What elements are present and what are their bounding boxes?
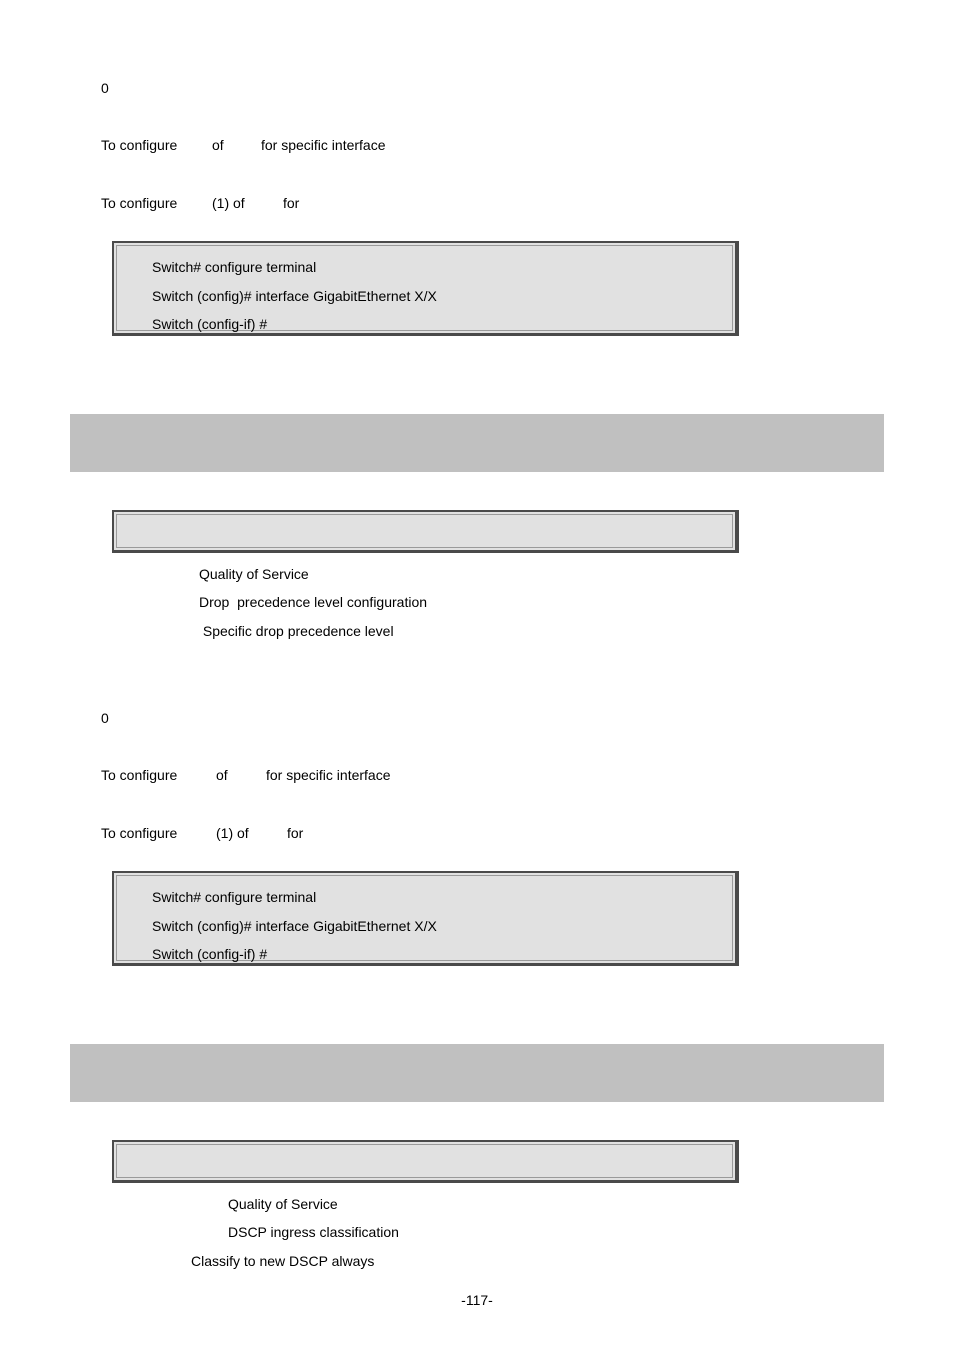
example-text-part: for xyxy=(283,195,300,211)
example-text-part: To configure xyxy=(101,825,178,841)
param-description: Quality of Service xyxy=(228,1196,338,1212)
param-description: Quality of Service xyxy=(199,566,309,582)
usage-text-part: of xyxy=(212,137,224,153)
example-text-part: To configure xyxy=(101,195,178,211)
usage-text-part: for specific interface xyxy=(261,137,386,153)
param-description: Classify to new DSCP always xyxy=(191,1253,375,1269)
command-syntax-box xyxy=(112,1140,739,1183)
default-value: 0 xyxy=(101,80,109,96)
command-example-box xyxy=(112,241,739,336)
usage-text-part: of xyxy=(216,767,228,783)
command-line: Switch (config)# interface GigabitEthernet X/X xyxy=(152,918,437,934)
command-syntax-box xyxy=(112,510,739,553)
section-header-band xyxy=(70,414,884,472)
command-example-box xyxy=(112,871,739,966)
param-description: Drop precedence level configuration xyxy=(199,594,428,610)
usage-text-part: To configure xyxy=(101,137,178,153)
usage-text-part: To configure xyxy=(101,767,178,783)
page-number: -117- xyxy=(461,1292,493,1308)
command-line: Switch# configure terminal xyxy=(152,259,317,275)
command-line: Switch (config-if) # xyxy=(152,946,268,962)
command-line: Switch# configure terminal xyxy=(152,889,317,905)
command-line: Switch (config-if) # xyxy=(152,316,268,332)
usage-text-part: for specific interface xyxy=(266,767,391,783)
command-line: Switch (config)# interface GigabitEthernet X/X xyxy=(152,288,437,304)
example-text-part: (1) of xyxy=(212,195,245,211)
section-header-band xyxy=(70,1044,884,1102)
example-text-part: for xyxy=(287,825,304,841)
example-text-part: (1) of xyxy=(216,825,249,841)
default-value: 0 xyxy=(101,710,109,726)
param-description: DSCP ingress classification xyxy=(228,1224,399,1240)
param-description: Specific drop precedence level xyxy=(199,623,394,639)
